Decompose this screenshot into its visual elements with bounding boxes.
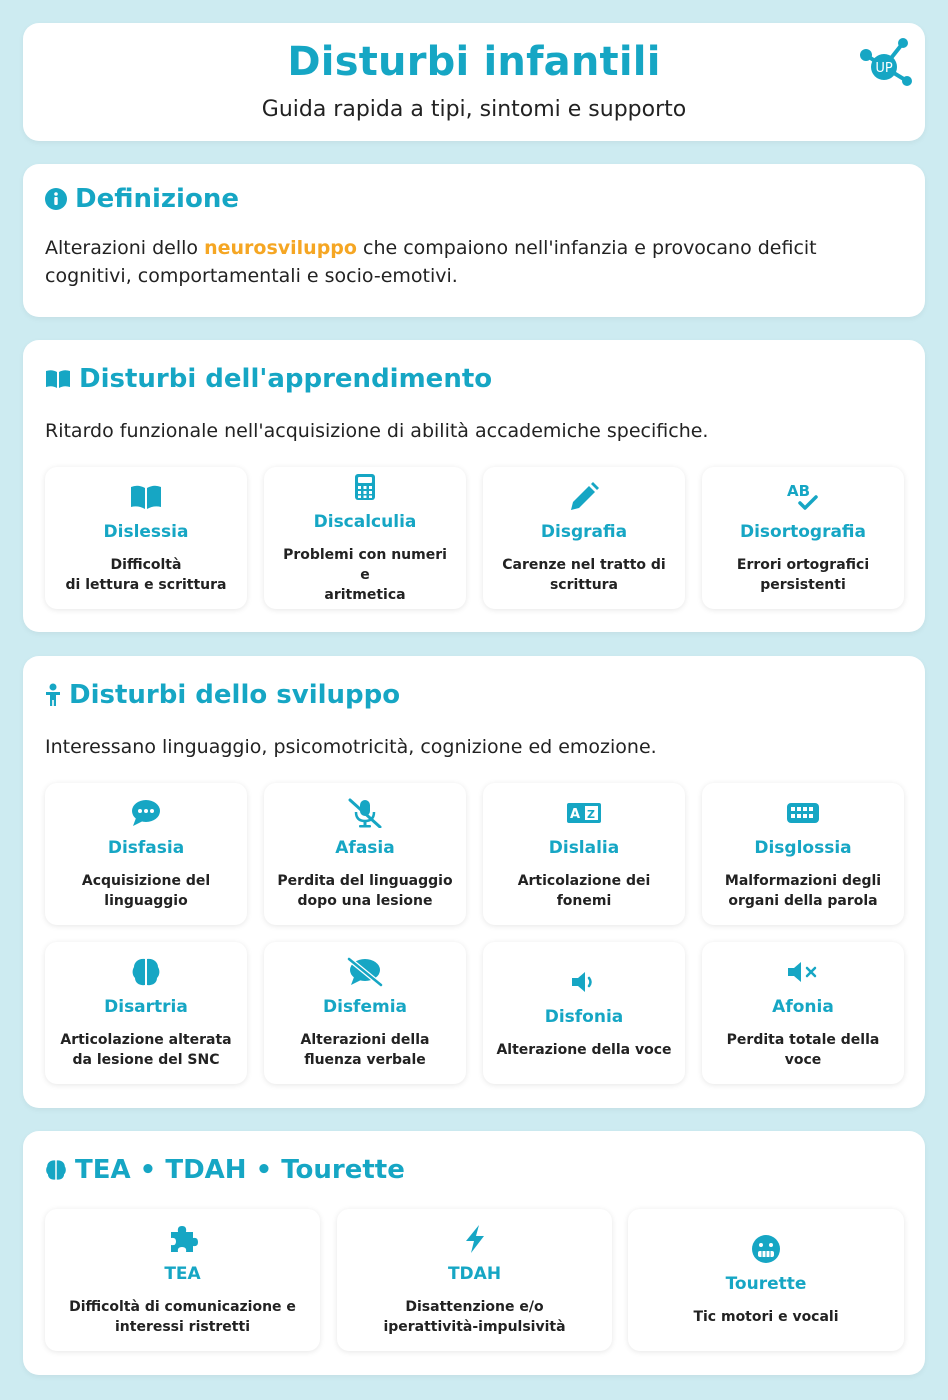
development-description: Interessano linguaggio, psicomotricità, cognizione ed emozione.: [45, 736, 657, 758]
tile-afonia: [702, 942, 904, 1084]
tile-tdah: [337, 1209, 612, 1351]
definition-text-before: Alterazioni dello: [45, 237, 205, 259]
tile-description: Errori ortografici persistenti: [736, 556, 870, 593]
tile-description: Alterazioni della fluenza verbale: [300, 1031, 430, 1068]
tile-description: Acquisizione del linguaggio: [81, 872, 211, 909]
child-icon: [45, 683, 61, 707]
development-title-text: Disturbi dello sviluppo: [69, 680, 401, 710]
tile-tea: [45, 1209, 320, 1351]
tile-name: Afasia: [335, 837, 395, 858]
tile-description: Disattenzione e/o iperattività-impulsività: [383, 1298, 566, 1335]
svg-text:A: A: [570, 806, 581, 822]
tile-description: Articolazione dei fonemi: [517, 872, 651, 909]
tile-disfonia: [483, 942, 685, 1084]
development-card: [23, 656, 925, 1108]
tile-name: Afonia: [772, 996, 834, 1017]
tile-name: Disortografia: [739, 521, 867, 542]
book-open-icon: [45, 369, 71, 389]
neuro-title-text: TEA • TDAH • Tourette: [75, 1155, 405, 1185]
tile-name: Disgrafia: [540, 521, 628, 542]
definition-highlight: neurosviluppo: [204, 237, 357, 259]
bolt-icon: [463, 1224, 487, 1254]
volume-mute-icon: [786, 957, 820, 987]
tile-name: Disglossia: [754, 837, 852, 858]
tile-description: Difficoltà di comunicazione e interessi ristretti: [69, 1298, 296, 1335]
info-circle-icon: [45, 188, 67, 210]
definition-text: [45, 234, 903, 290]
learning-description: Ritardo funzionale nell'acquisizione di abilità accademiche specifiche.: [45, 420, 709, 442]
tile-description: Perdita totale della voce: [726, 1031, 880, 1068]
header-card: [23, 23, 925, 141]
tile-afasia: [264, 783, 466, 925]
language-icon: [566, 798, 602, 828]
tile-name: Disfasia: [107, 837, 185, 858]
tile-description: Tic motori e vocali: [693, 1308, 839, 1325]
microphone-slash-icon: [347, 798, 383, 828]
definition-text-after: che compaiono nell'infanzia e provocano deficit cognitivi, comportamentali e socio-emotivi.: [45, 237, 817, 287]
tile-description: Difficoltà di lettura e scrittura: [65, 556, 227, 593]
calculator-icon: [354, 472, 376, 502]
tile-description: Carenze nel tratto di scrittura: [502, 556, 666, 593]
tile-name: Disartria: [104, 996, 188, 1017]
tile-name: Tourette: [725, 1273, 807, 1294]
page-title: Disturbi infantili: [287, 39, 661, 85]
neuro-title: [45, 1155, 405, 1185]
comment-slash-icon: [346, 957, 384, 987]
grimace-icon: [751, 1234, 781, 1264]
tile-name: Disfonia: [544, 1006, 624, 1027]
tile-description: Problemi con numeri e aritmetica: [283, 546, 447, 603]
puzzle-icon: [168, 1224, 198, 1254]
learning-title-text: Disturbi dell'apprendimento: [79, 364, 493, 394]
tile-dislalia: [483, 783, 685, 925]
tile-name: Dislalia: [548, 837, 620, 858]
keyboard-icon: [786, 798, 820, 828]
tile-name: Discalculia: [313, 511, 417, 532]
definition-title: [45, 184, 239, 214]
tile-name: TDAH: [447, 1263, 502, 1284]
tile-disglossia: [702, 783, 904, 925]
svg-text:AB: AB: [787, 481, 811, 500]
pencil-icon: [569, 482, 599, 512]
tile-name: Dislessia: [103, 521, 189, 542]
neuro-card: [23, 1131, 925, 1375]
development-title: [45, 680, 400, 710]
tile-tourette: [628, 1209, 904, 1351]
brain-icon: [45, 1159, 67, 1181]
brain-icon: [131, 957, 161, 987]
tile-disortografia: [702, 467, 904, 609]
tile-description: Perdita del linguaggio dopo una lesione: [277, 872, 453, 909]
tile-dislessia: [45, 467, 247, 609]
tile-disartria: [45, 942, 247, 1084]
svg-text:UP: UP: [875, 61, 893, 76]
tile-description: Malformazioni degli organi della parola: [724, 872, 882, 909]
spell-check-icon: [786, 482, 820, 512]
learning-title: [45, 364, 492, 394]
definition-card: [23, 164, 925, 317]
speech-bubble-icon: [131, 798, 161, 828]
tile-name: TEA: [164, 1263, 201, 1284]
tile-disgrafia: [483, 467, 685, 609]
volume-low-icon: [570, 967, 598, 997]
svg-text:Z: Z: [587, 807, 595, 821]
tile-disfemia: [264, 942, 466, 1084]
learning-card: [23, 340, 925, 632]
page-subtitle: Guida rapida a tipi, sintomi e supporto: [261, 97, 687, 122]
tile-name: Disfemia: [323, 996, 407, 1017]
tile-description: Articolazione alterata da lesione del SNC: [60, 1031, 232, 1068]
tile-discalculia: [264, 467, 466, 609]
tile-description: Alterazione della voce: [496, 1041, 672, 1058]
definition-title-text: Definizione: [75, 184, 239, 214]
up-logo-icon: [857, 33, 915, 91]
tile-disfasia: [45, 783, 247, 925]
book-icon: [130, 482, 162, 512]
